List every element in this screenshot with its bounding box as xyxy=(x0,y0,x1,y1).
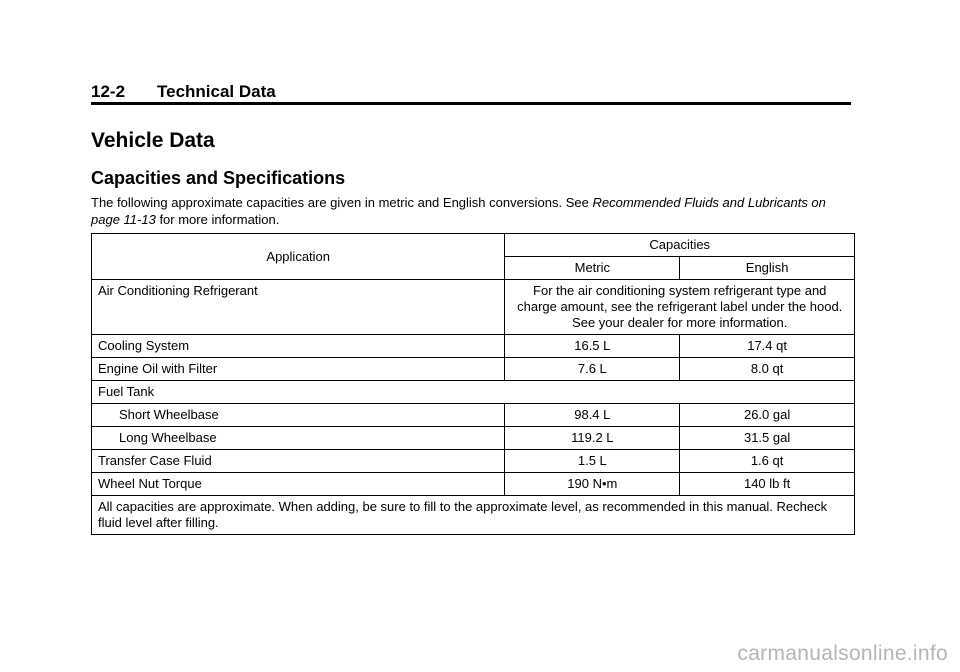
table-row xyxy=(92,358,855,381)
english-value: 17.4 qt xyxy=(680,335,855,358)
metric-value: 190 N•m xyxy=(505,473,680,496)
header-english: English xyxy=(680,257,855,280)
row-label: Transfer Case Fluid xyxy=(92,450,505,473)
table-row xyxy=(92,450,855,473)
table-footnote: All capacities are approximate. When adding, be sure to fill to the approximate level, as recommended in this manual. Recheck fluid level after filling. xyxy=(92,496,855,535)
header-rule xyxy=(91,102,851,105)
row-label: Short Wheelbase xyxy=(92,404,505,427)
cross-reference-link[interactable]: Recommended Fluids and Lubricants on page 11-13 xyxy=(91,195,826,227)
page-header xyxy=(91,81,851,103)
row-label: Engine Oil with Filter xyxy=(92,358,505,381)
metric-value: 7.6 L xyxy=(505,358,680,381)
refrigerant-note: For the air conditioning system refrigerant type and charge amount, see the refrigerant label under the hood. See your dealer for more information. xyxy=(505,280,855,335)
english-value: 140 lb ft xyxy=(680,473,855,496)
table-row xyxy=(92,473,855,496)
english-value: 31.5 gal xyxy=(680,427,855,450)
metric-value: 1.5 L xyxy=(505,450,680,473)
capacities-table xyxy=(91,233,855,535)
header-metric: Metric xyxy=(505,257,680,280)
row-label: Wheel Nut Torque xyxy=(92,473,505,496)
row-group-label: Fuel Tank xyxy=(92,381,855,404)
header-application: Application xyxy=(92,234,505,280)
subsection-title: Capacities and Specifications xyxy=(91,168,346,188)
chapter-title: Technical Data xyxy=(157,82,276,101)
table-row xyxy=(92,280,855,335)
intro-text-before: The following approximate capacities are given in metric and English conversions. See xyxy=(91,195,593,210)
table-row xyxy=(92,335,855,358)
intro-paragraph xyxy=(91,194,851,228)
row-label: Cooling System xyxy=(92,335,505,358)
row-label: Air Conditioning Refrigerant xyxy=(92,280,505,335)
metric-value: 16.5 L xyxy=(505,335,680,358)
metric-value: 98.4 L xyxy=(505,404,680,427)
section-title: Vehicle Data xyxy=(91,129,215,152)
table-row xyxy=(92,427,855,450)
table-row xyxy=(92,381,855,404)
table-header-row xyxy=(92,234,855,257)
row-label: Long Wheelbase xyxy=(92,427,505,450)
table-row xyxy=(92,404,855,427)
english-value: 8.0 qt xyxy=(680,358,855,381)
metric-value: 119.2 L xyxy=(505,427,680,450)
english-value: 1.6 qt xyxy=(680,450,855,473)
watermark: carmanualsonline.info xyxy=(737,642,948,665)
table-footnote-row xyxy=(92,496,855,535)
page-number: 12-2 xyxy=(91,82,126,101)
intro-text-after: for more information. xyxy=(155,212,280,227)
english-value: 26.0 gal xyxy=(680,404,855,427)
header-capacities: Capacities xyxy=(505,234,855,257)
